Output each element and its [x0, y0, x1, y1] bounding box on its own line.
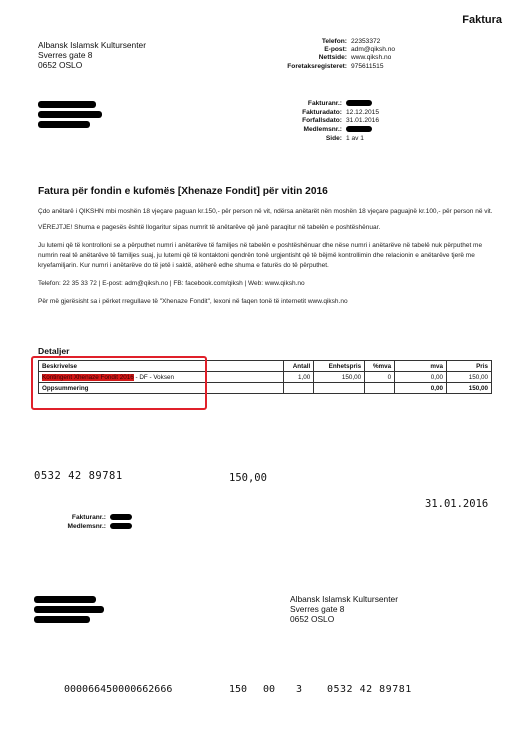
due-date-label: Forfallsdato:	[302, 117, 342, 125]
highlighted-description: Kontingent Xhenaze Fondit 2016	[42, 373, 134, 381]
annotation-highlight-box	[31, 356, 207, 410]
giro-recipient-city: 0652 OSLO	[290, 614, 335, 625]
unit-price-cell: 150,00	[314, 372, 365, 383]
sender-name: Albansk Islamsk Kultursenter	[38, 40, 146, 50]
giro-recipient-street: Sverres gate 8	[290, 604, 345, 615]
recipient-redacted	[38, 101, 108, 128]
invoice-date-label: Fakturadato:	[302, 109, 342, 117]
giro-recipient-name: Albansk Islamsk Kultursenter	[290, 594, 398, 604]
invoice-body	[38, 207, 494, 307]
invoice-number-label: Fakturanr.:	[307, 100, 342, 107]
column-header: %mva	[365, 361, 395, 372]
contact-phone-label: Telefon:	[321, 38, 347, 45]
contact-web-label: Nettside:	[318, 54, 347, 62]
sender-city: 0652 OSLO	[38, 60, 83, 71]
invoice-meta	[280, 100, 379, 143]
column-header: Enhetspris	[314, 361, 365, 372]
redaction-bar	[34, 606, 104, 613]
member-number-redacted	[346, 126, 372, 132]
paragraph-pricing: Çdo anëtarë i QIKSHN mbi moshën 18 vjeçare paguan kr.150,- për person në vit, ndërsa anëtarët nën moshën 18 vjeçare paguajnë kr.100,- për person në vit.	[38, 208, 493, 215]
giro-member-label: Medlemsnr.:	[67, 523, 106, 531]
sender-street: Sverres gate 8	[38, 50, 93, 61]
summary-label: Oppsummering	[39, 383, 284, 394]
page-label: Side:	[325, 134, 342, 142]
giro-invoice-label: Fakturanr.:	[71, 514, 106, 521]
redaction-bar	[34, 596, 96, 603]
giro-payer-redacted	[34, 596, 104, 623]
vat-percent-cell: 0	[365, 372, 395, 383]
giro-amount: 150,00	[229, 472, 267, 484]
paragraph-warning: VËREJTJE! Shuma e pagesës është llogaritur sipas numrit të anëtarëve që janë paraqitur në tabelën e poshtëshënuar.	[38, 224, 381, 232]
details-title: Detaljer	[38, 346, 70, 356]
contact-orgnr-label: Foretaksregisteret:	[287, 62, 347, 70]
giro-member-redacted	[110, 523, 132, 529]
contact-email-label: E-post:	[324, 46, 347, 54]
document-title: Faktura	[462, 14, 502, 26]
giro-invoice-redacted	[110, 514, 132, 520]
redaction-bar	[34, 616, 90, 623]
quantity-cell: 1,00	[284, 372, 314, 383]
sender-address	[38, 40, 146, 70]
ocr-ore: 00	[263, 684, 276, 695]
invoice-heading: Fatura për fondin e kufomës [Xhenaze Fondit] për vitin 2016	[38, 186, 328, 197]
due-date-value: 31.01.2016	[346, 117, 380, 125]
column-header: Beskrivelse	[39, 361, 284, 372]
member-number-label: Medlemsnr.:	[303, 125, 342, 133]
summary-vat: 0,00	[395, 383, 447, 394]
paragraph-more-info: Për më gjerësisht sa i përket rregullave të "Xhenaze Fondit", lexoni në faqen tonë të internetit www.qiksh.no	[38, 298, 348, 306]
giro-references	[58, 514, 132, 532]
price-cell: 150,00	[447, 372, 492, 383]
ocr-kid: 000066450000662666	[64, 684, 173, 695]
paragraph-instructions: Ju lutemi që të kontrolloni se a përputhet numri i anëtarëve të familjes në tabelën e poshtëshënuar dhe nëse numri i anëtarëve në tabelë nuk përputhet me numrin real të anëtarëve të familjes suaj, ju lutemi që të kontaktoni qendrën tonë urgjentisht që të bëjmë kontrollimin dhe relacionin e anëtarëve tjerë me kryefamiljarin. Kur numri i anëtarëve do të jetë i saktë, atëherë edhe shuma e faturës do të përputhet.	[38, 242, 483, 270]
redaction-bar	[38, 121, 90, 128]
contact-web-value: www.qiksh.no	[351, 54, 392, 62]
invoice-number-redacted	[346, 100, 372, 106]
column-header: Antall	[284, 361, 314, 372]
giro-account: 0532 42 89781	[34, 470, 123, 482]
vat-cell: 0,00	[395, 372, 447, 383]
page-value: 1 av 1	[346, 134, 364, 142]
redaction-bar	[38, 101, 96, 108]
invoice-date-value: 12.12.2015	[346, 109, 380, 117]
paragraph-contact: Telefon: 22 35 33 72 | E-post: adm@qiksh.no | FB: facebook.com/qiksh | Web: www.qiksh.no	[38, 280, 305, 288]
contact-phone-value: 22353372	[351, 38, 381, 45]
ocr-check-digit: 3	[296, 684, 303, 695]
ocr-account: 0532 42 89781	[327, 684, 412, 695]
ocr-kroner: 150	[229, 684, 248, 695]
redaction-bar	[38, 111, 102, 118]
contact-orgnr-value: 975611515	[351, 62, 384, 70]
column-header: Pris	[447, 361, 492, 372]
column-header: mva	[395, 361, 447, 372]
contact-block	[285, 38, 395, 71]
contact-email-value: adm@qiksh.no	[351, 46, 396, 54]
giro-recipient-address	[290, 594, 398, 624]
summary-price: 150,00	[447, 383, 492, 394]
description-rest: - DF - Voksen	[133, 373, 174, 381]
giro-due-date: 31.01.2016	[425, 498, 489, 510]
